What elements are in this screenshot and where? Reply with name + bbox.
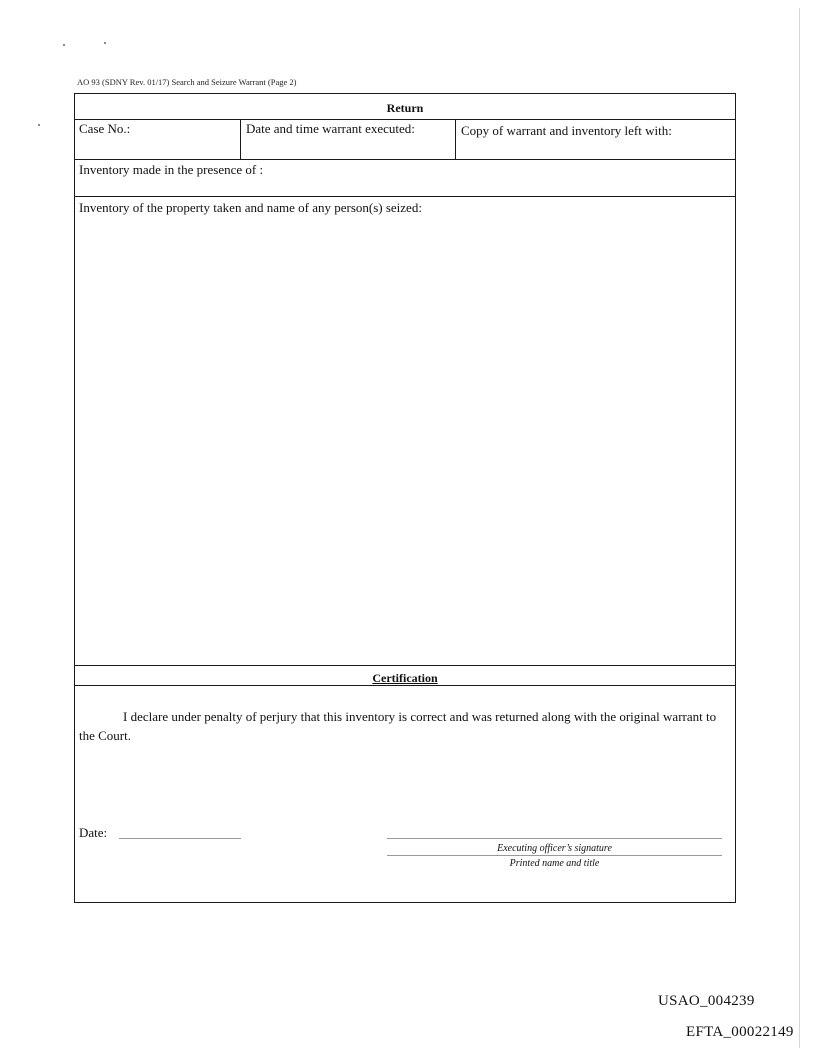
date-time-executed-field[interactable]: Date and time warrant executed: — [246, 121, 415, 136]
usao-bates-number: USAO_004239 — [658, 993, 755, 1009]
copy-left-with-field[interactable]: Copy of warrant and inventory left with: — [461, 123, 672, 138]
column-divider — [240, 119, 241, 159]
officer-signature-line[interactable] — [387, 838, 722, 839]
divider — [75, 685, 735, 686]
divider — [75, 119, 735, 120]
divider — [75, 196, 735, 197]
officer-signature-caption: Executing officer’s signature — [497, 843, 612, 854]
scan-speck — [38, 124, 40, 126]
form-identifier: AO 93 (SDNY Rev. 01/17) Search and Seizure Warrant (Page 2) — [77, 77, 297, 87]
printed-name-line[interactable] — [387, 855, 722, 856]
date-label: Date: — [79, 825, 108, 840]
property-inventory-field[interactable]: Inventory of the property taken and name of any person(s) seized: — [79, 200, 422, 215]
printed-name-caption: Printed name and title — [509, 858, 600, 869]
return-form — [74, 93, 736, 903]
page-edge-shadow — [799, 8, 800, 1048]
declaration-text: I declare under penalty of perjury that this inventory is correct and was returned along with the original warrant to the Court. — [79, 709, 717, 743]
column-divider — [455, 119, 456, 159]
scan-speck — [104, 42, 106, 44]
date-line[interactable] — [119, 838, 241, 839]
presence-field[interactable]: Inventory made in the presence of : — [79, 162, 264, 177]
efta-bates-number: EFTA_00022149 — [686, 1024, 794, 1040]
case-number-field[interactable]: Case No.: — [79, 121, 131, 136]
divider — [75, 665, 735, 666]
certification-title: Certification — [372, 671, 438, 685]
scan-speck — [63, 44, 65, 46]
return-title: Return — [386, 101, 424, 115]
divider — [75, 159, 735, 160]
